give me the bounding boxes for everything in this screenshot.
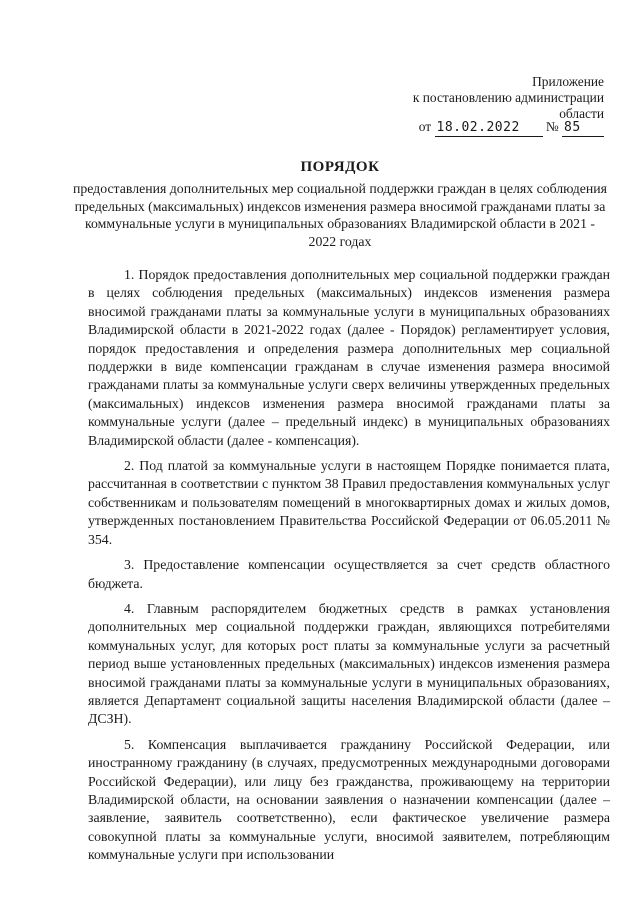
title-block [70, 158, 610, 250]
paragraph-5: 5. Компенсация выплачивается гражданину Российской Федерации, или иностранному гражданину (в случаях, предусмотренных международными договорами Российской Федерации), или лицу без гражданства, проживающему на территории Владимирской области, на основании заявления о назначении компенсации (далее – заявление, заявитель соответственно), если фактическое увеличение размера совокупной платы за коммунальные услуги, вносимой заявителем, потребляющим коммунальные услуги при использовании [88, 736, 610, 863]
number-prefix: № [545, 119, 559, 134]
paragraph-4: 4. Главным распорядителем бюджетных средств в рамках установления дополнительных мер социальной поддержки граждан, являющихся потребителями коммунальных услуг, для которых рост платы за коммунальные услуги за расчетный период выше установленных предельных (максимальных) индексов изменения размера вносимой гражданами платы за коммунальные услуги в муниципальных образованиях, является Департамент социальной защиты населения Владимирской области (далее – ДСЗН). [88, 600, 610, 727]
annex-line-1: Приложение [532, 74, 604, 89]
paragraph-3: 3. Предоставление компенсации осуществляется за счет средств областного бюджета. [88, 557, 610, 591]
annex-line-3: области [559, 106, 604, 121]
document-title: ПОРЯДОК [300, 159, 380, 175]
document-subtitle: предоставления дополнительных мер социальной поддержки граждан в целях соблюдения предельных (максимальных) индексов изменения размера вносимой гражданами платы за коммунальные услуги в муниципальных образованиях Владимирской области в 2021 - 2022 годах [72, 181, 608, 249]
paragraph-2: 2. Под платой за коммунальные услуги в настоящем Порядке понимается плата, рассчитанная в соответствии с пунктом 38 Правил предоставления коммунальных услуг собственникам и пользователям помещений в многоквартирных домах и жилых домов, утвержденных постановлением Правительства Российской Федерации от 06.05.2011 № 354. [88, 458, 610, 547]
paragraph-1: 1. Порядок предоставления дополнительных мер социальной поддержки граждан в целях соблюдения предельных (максимальных) индексов изменения размера вносимой гражданами платы за коммунальные услуги в муниципальных образованиях Владимирской области в 2021-2022 годах (далее - Порядок) регламентирует условия, порядок предоставления и определения размера дополнительных мер социальной поддержки в виде компенсации гражданам в случае изменения размера вносимой гражданами платы за коммунальные услуги сверх величины утвержденных предельных (максимальных) индексов изменения размера вносимой гражданами платы за коммунальные услуги (далее – предельный индекс) в муниципальных образованиях Владимирской области (далее - компенсация). [88, 267, 610, 448]
annex-block [413, 74, 604, 122]
date-prefix: от [418, 119, 432, 134]
document-body [88, 266, 610, 872]
handwritten-date: 18.02.2022 [435, 120, 543, 137]
handwritten-number: 85 [562, 120, 604, 137]
annex-line-2: к постановлению администрации [412, 90, 604, 105]
annex-date-line [419, 119, 604, 137]
